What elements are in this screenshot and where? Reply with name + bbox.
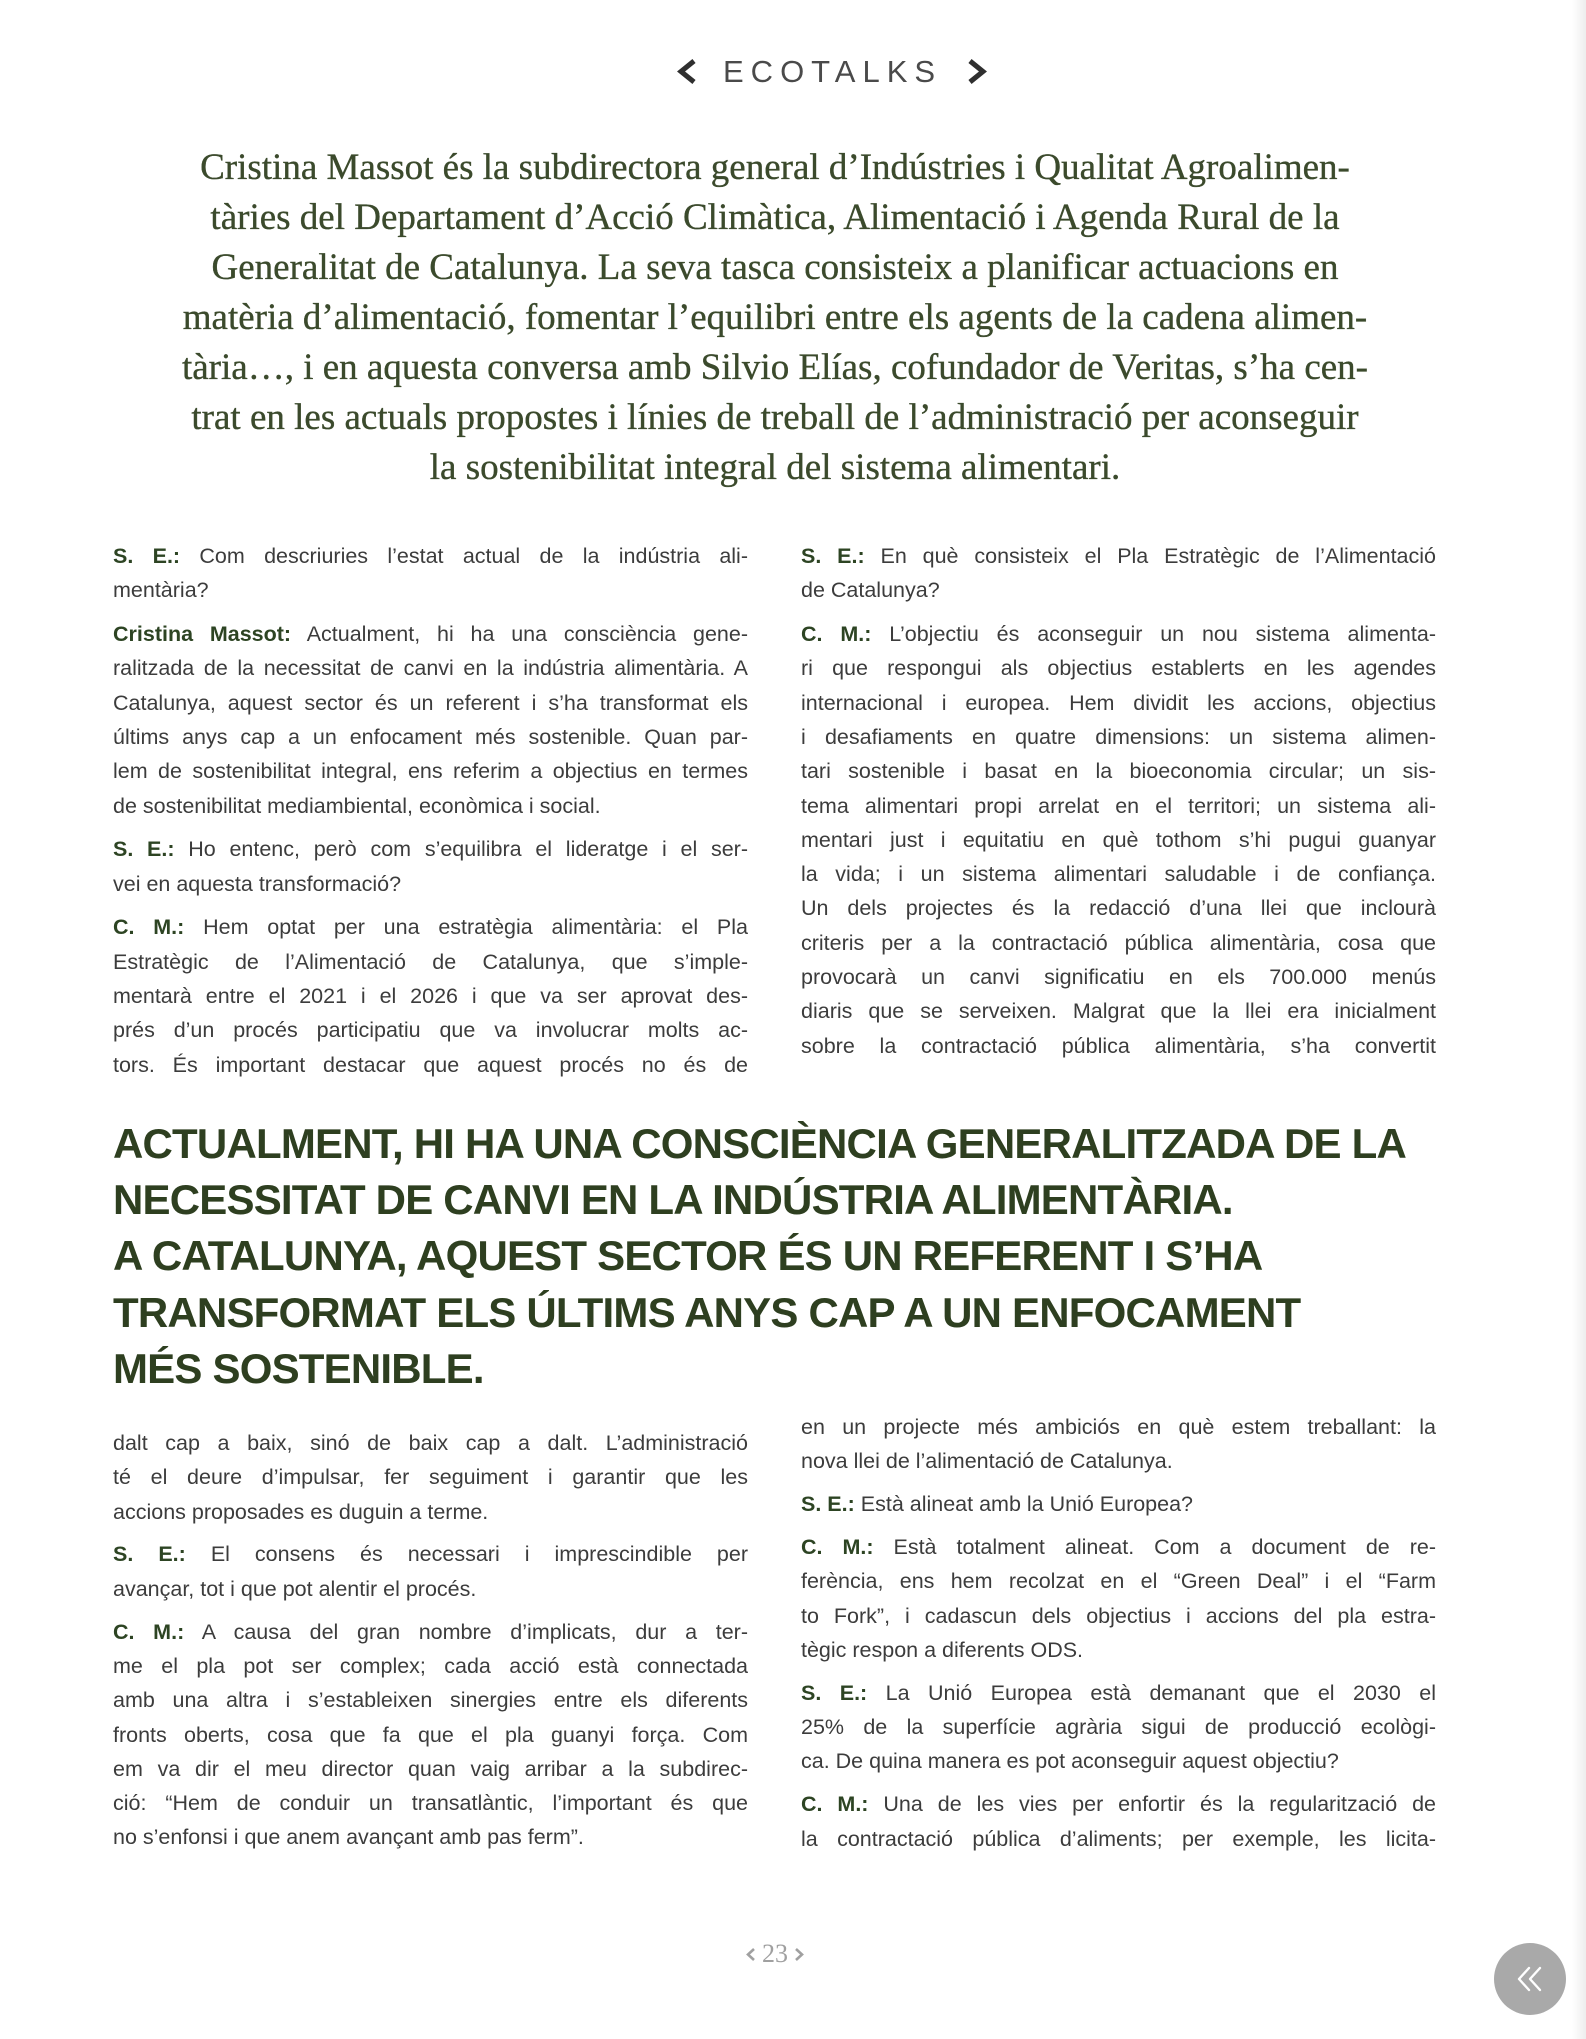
text-line	[801, 1530, 1436, 1564]
text-line: mentarà entre el 2021 i el 2026 i que va ser aprovat des-	[113, 984, 748, 1009]
interview-paragraph	[801, 1676, 1436, 1779]
line-text: El consens és necessari i imprescindible per	[210, 1542, 749, 1567]
intro-line: tàries del Departament d’Acció Climàtica, Alimentació i Agenda Rural de la	[210, 197, 1340, 238]
speaker-label: C. M.:	[801, 1792, 869, 1817]
text-line	[113, 910, 748, 944]
intro-paragraph	[100, 143, 1450, 493]
intro-line: Generalitat de Catalunya. La seva tasca consisteix a planificar actuacions en	[211, 247, 1339, 288]
interview-column-bottom-left	[113, 1426, 748, 1855]
interview-paragraph	[113, 539, 748, 608]
text-line: lem de sostenibilitat integral, ens referim a objectius en termes	[113, 759, 748, 784]
line-text: Com descriuries l’estat actual de la indústria ali-	[199, 544, 748, 568]
pull-quote-line: TRANSFORMAT ELS ÚLTIMS ANYS CAP A UN ENFOCAMENT	[113, 1288, 1301, 1336]
text-line: diaris que se serveixen. Malgrat que la llei era inicialment	[801, 999, 1436, 1024]
double-chevron-left-icon-path	[1519, 1968, 1529, 1990]
line-text: En què consisteix el Pla Estratègic de l’Alimentació	[880, 544, 1436, 568]
chevron-right-icon	[794, 1947, 805, 1962]
interview-paragraph	[113, 832, 748, 901]
text-line	[113, 539, 748, 573]
speaker-label: S. E.:	[801, 1492, 855, 1517]
interview-paragraph	[801, 1410, 1436, 1479]
interview-paragraph	[801, 1530, 1436, 1667]
pull-quote-line: MÉS SOSTENIBLE.	[113, 1344, 484, 1392]
text-line	[113, 1537, 748, 1571]
text-line	[801, 1676, 1436, 1710]
interview-paragraph	[113, 1537, 748, 1606]
interview-paragraph	[801, 539, 1436, 608]
line-text: A causa del gran nombre d’implicats, dur a ter-	[201, 1619, 748, 1644]
interview-paragraph	[801, 1487, 1436, 1521]
text-line: provocarà un canvi significatiu en els 700.000 menús	[801, 965, 1436, 990]
intro-line: trat en les actuals propostes i línies de treball de l’administració per aconseguir	[191, 397, 1359, 438]
intro-line: Cristina Massot és la subdirectora general d’Indústries i Qualitat Agroalimen-	[200, 147, 1350, 188]
line-text: L’objectiu és aconseguir un nou sistema alimenta-	[889, 622, 1436, 647]
text-line: Estratègic de l’Alimentació de Catalunya, que s’imple-	[113, 949, 748, 974]
text-line: no s’enfonsi i que anem avançant amb pas ferm”.	[113, 1825, 584, 1850]
pull-quote	[113, 1116, 1406, 1397]
text-line: la vida; i un sistema alimentari saludable i de confiança.	[801, 862, 1436, 887]
text-line: 25% de la superfície agrària sigui de producció ecològi-	[801, 1715, 1436, 1740]
text-line: ralitzada de la necessitat de canvi en la indústria alimentària. A	[113, 656, 748, 681]
text-line: Un dels projectes és la redacció d’una llei que inclourà	[801, 896, 1436, 921]
text-line: accions proposades es duguin a terme.	[113, 1499, 489, 1524]
text-line: últims anys cap a un enfocament més sostenible. Quan par-	[113, 724, 748, 749]
chevron-left-icon	[676, 58, 698, 85]
text-line: mentari just i equitatiu en què tothom s’hi pugui guanyar	[801, 827, 1436, 852]
text-line: la contractació pública d’aliments; per exemple, les licita-	[801, 1826, 1436, 1851]
text-line	[113, 617, 748, 651]
text-line: fronts oberts, cosa que fa que el pla guanyi força. Com	[113, 1722, 748, 1747]
double-chevron-left-icon-path	[1530, 1968, 1540, 1990]
speaker-label: Cristina Massot:	[113, 622, 292, 647]
line-text: Una de les vies per enfortir és la regularització de	[883, 1792, 1436, 1817]
interview-paragraph	[113, 1615, 748, 1855]
pull-quote-line: ACTUALMENT, HI HA UNA CONSCIÈNCIA GENERALITZADA DE LA	[113, 1120, 1407, 1167]
speaker-label: C. M.:	[113, 915, 185, 940]
text-line	[113, 832, 748, 866]
speaker-label: C. M.:	[801, 1535, 874, 1560]
speaker-label: S. E.:	[113, 544, 181, 568]
text-line: amb una altra i s’estableixen sinergies entre els diferents	[113, 1688, 748, 1713]
double-chevron-left-icon	[1512, 1961, 1548, 1997]
chevron-left-icon-path	[748, 1949, 754, 1960]
text-line: ció: “Hem de conduir un transatlàntic, l’important és que	[113, 1791, 748, 1816]
speaker-label: S. E.:	[801, 544, 865, 568]
interview-column-top-right	[801, 539, 1436, 1063]
text-line: en un projecte més ambiciós en què estem treballant: la	[801, 1415, 1436, 1439]
text-line: prés d’un procés participatiu que va involucrar molts ac-	[113, 1018, 748, 1043]
interview-paragraph	[113, 617, 748, 823]
text-line: tègic respon a diferents ODS.	[801, 1637, 1084, 1662]
text-line: ca. De quina manera es pot aconseguir aquest objectiu?	[801, 1749, 1339, 1774]
interview-paragraph	[113, 1426, 748, 1529]
text-line: internacional i europea. Hem dividit les accions, objectius	[801, 690, 1436, 715]
line-text: La Unió Europea està demanant que el 2030 el	[885, 1680, 1436, 1705]
section-title: ECOTALKS	[723, 54, 943, 89]
interview-paragraph	[801, 1787, 1436, 1856]
speaker-label: S. E.:	[113, 1542, 186, 1567]
text-line: avançar, tot i que pot alentir el procés.	[113, 1576, 477, 1601]
pull-quote-line: NECESSITAT DE CANVI EN LA INDÚSTRIA ALIMENTÀRIA.	[113, 1176, 1233, 1224]
page-edge-shadow	[1572, 0, 1586, 2039]
line-text: Ho entenc, però com s’equilibra el lideratge i el ser-	[188, 837, 748, 862]
line-text: Està totalment alineat. Com a document de re-	[893, 1535, 1436, 1560]
text-line: dalt cap a baix, sinó de baix cap a dalt. L’administració	[113, 1431, 748, 1455]
text-line: mentària?	[113, 578, 209, 603]
text-line	[801, 1487, 1436, 1521]
text-line	[801, 1787, 1436, 1821]
speaker-label: C. M.:	[113, 1619, 185, 1644]
speaker-label: S. E.:	[801, 1680, 868, 1705]
chevron-right-icon-path	[970, 61, 983, 82]
text-line: nova llei de l’alimentació de Catalunya.	[801, 1449, 1173, 1474]
intro-line: matèria d’alimentació, fomentar l’equilibri entre els agents de la cadena alimen-	[182, 297, 1368, 338]
interview-paragraph	[801, 617, 1436, 1063]
text-line: Catalunya, aquest sector és un referent i s’ha transformat els	[113, 690, 748, 715]
text-line: to Fork”, i cadascun dels objectius i accions del pla estra-	[801, 1603, 1436, 1628]
line-text: Actualment, hi ha una consciència gene-	[306, 622, 748, 647]
text-line: tari sostenible i basat en la bioeconomia circular; un sis-	[801, 759, 1436, 784]
page-number-value: 23	[762, 1939, 788, 1968]
text-line: vei en aquesta transformació?	[113, 871, 402, 896]
text-line: criteris per a la contractació pública alimentària, cosa que	[801, 930, 1436, 955]
text-line: de Catalunya?	[801, 578, 940, 603]
speaker-label: S. E.:	[113, 837, 175, 862]
back-button[interactable]	[1494, 1943, 1566, 2015]
intro-line: tària…, i en aquesta conversa amb Silvio Elías, cofundador de Veritas, s’ha cen-	[181, 347, 1368, 388]
interview-column-bottom-right	[801, 1410, 1436, 1856]
text-line: sobre la contractació pública alimentària, s’ha convertit	[801, 1033, 1436, 1058]
text-line: me el pla pot ser complex; cada acció està connectada	[113, 1653, 748, 1678]
intro-line: la sostenibilitat integral del sistema alimentari.	[429, 447, 1121, 488]
text-line: de sostenibilitat mediambiental, econòmica i social.	[113, 793, 601, 818]
pull-quote-line: A CATALUNYA, AQUEST SECTOR ÉS UN REFERENT I S’HA	[113, 1232, 1263, 1280]
chevron-left-icon	[745, 1947, 756, 1962]
speaker-label: C. M.:	[801, 622, 872, 647]
text-line: ferència, ens hem recolzat en el “Green Deal” i el “Farm	[801, 1569, 1436, 1594]
text-line: i desafiaments en quatre dimensions: un sistema alimen-	[801, 724, 1436, 749]
chevron-left-icon-path	[681, 61, 694, 82]
text-line	[113, 1615, 748, 1649]
text-line: té el deure d’impulsar, fer seguiment i garantir que les	[113, 1465, 748, 1490]
text-line: tors. És important destacar que aquest procés no és de	[113, 1052, 748, 1077]
text-line: ri que respongui als objectius establerts en les agendes	[801, 656, 1436, 681]
text-line	[801, 617, 1436, 651]
chevron-right-icon	[966, 58, 988, 85]
chevron-right-icon-path	[796, 1949, 802, 1960]
interview-paragraph	[113, 910, 748, 1081]
text-line	[801, 539, 1436, 573]
text-line: em va dir el meu director quan vaig arribar a la subdirec-	[113, 1756, 748, 1781]
interview-column-top-left	[113, 539, 748, 1082]
line-text: Hem optat per una estratègia alimentària: el Pla	[203, 915, 748, 940]
text-line: tema alimentari propi arrelat en el territori; un sistema ali-	[801, 793, 1436, 818]
line-text: Està alineat amb la Unió Europea?	[860, 1492, 1194, 1517]
